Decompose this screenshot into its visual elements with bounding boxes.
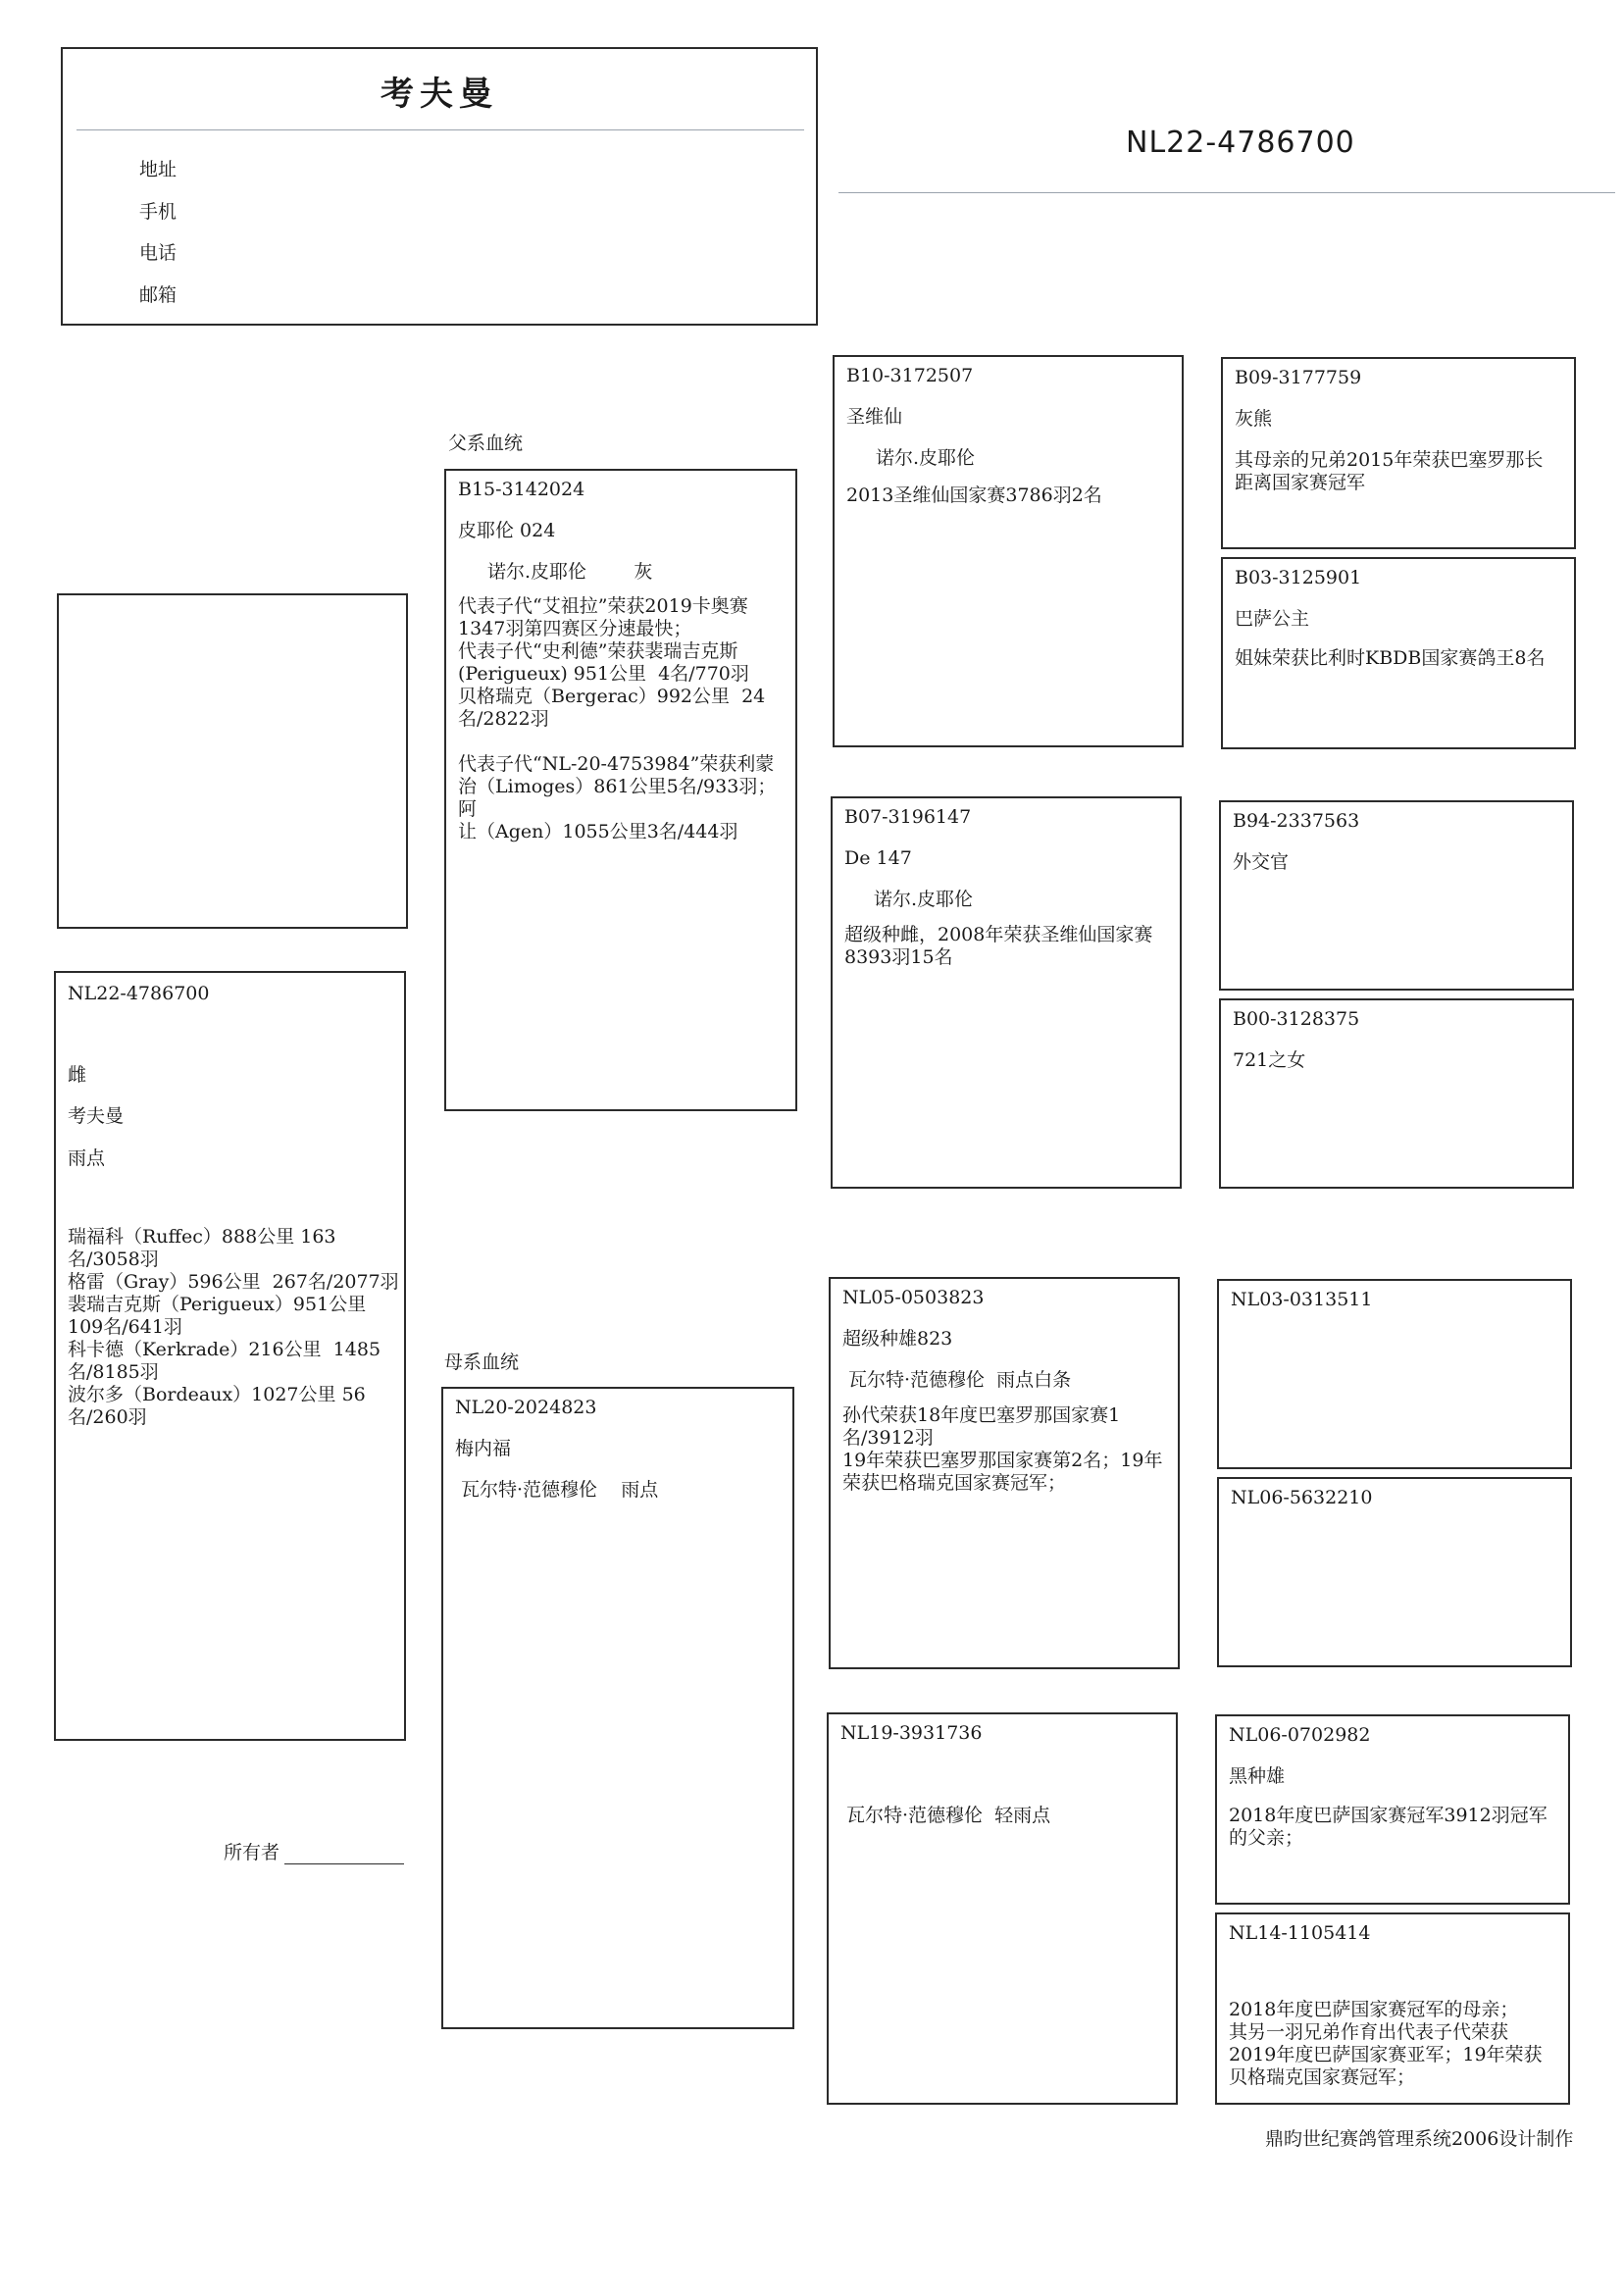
sire-ring: B15-3142024 — [458, 479, 585, 500]
granddam-dd-card — [827, 1712, 1178, 2105]
sire-section-label: 父系血统 — [448, 433, 524, 454]
photo-placeholder — [57, 593, 408, 929]
granddam-dd-breeder-color: 瓦尔特·范德穆伦 轻雨点 — [846, 1805, 1051, 1826]
email-label: 邮箱 — [139, 284, 178, 306]
grandsire-ss-breeder: 诺尔.皮耶伦 — [876, 447, 976, 469]
granddam-sd-name: De 147 — [844, 847, 912, 869]
gg-card-7 — [1215, 1714, 1570, 1905]
sire-name: 皮耶伦 024 — [458, 520, 556, 541]
gg-8-ring: NL14-1105414 — [1229, 1922, 1371, 1944]
granddam-dd-ring: NL19-3931736 — [840, 1722, 983, 1744]
granddam-sd-card — [831, 796, 1182, 1189]
subject-name: 考夫曼 — [68, 1105, 125, 1127]
gg-1-notes: 其母亲的兄弟2015年荣获巴塞罗那长 距离国家赛冠军 — [1235, 449, 1544, 493]
dam-name: 梅内福 — [455, 1438, 512, 1459]
subject-sex: 雌 — [68, 1064, 87, 1086]
gg-3-ring: B94-2337563 — [1233, 810, 1360, 832]
main-ring-number: NL22-4786700 — [1126, 126, 1355, 160]
address-label: 地址 — [139, 159, 178, 180]
grandsire-ds-card — [829, 1277, 1180, 1669]
grandsire-ss-notes: 2013圣维仙国家赛3786羽2名 — [846, 484, 1102, 506]
dam-card — [441, 1387, 794, 2029]
owner-label: 所有者 — [224, 1842, 280, 1863]
gg-card-6 — [1217, 1477, 1572, 1667]
subject-results: 瑞福科（Ruffec）888公里 163 名/3058羽 格雷（Gray）596公里 267名/2077羽 裴瑞吉克斯（Perigueux）951公里 109名/641羽 科卡德（Kerkrade）216公里 1485 名/8185羽 波尔多（Bordeaux）1027公里 56 名/260羽 — [68, 1226, 399, 1428]
sire-card — [444, 469, 797, 1111]
subject-color: 雨点 — [68, 1147, 106, 1169]
grandsire-ds-notes: 孙代荣获18年度巴塞罗那国家赛1 名/3912羽 19年荣获巴塞罗那国家赛第2名；19年 荣获巴格瑞克国家赛冠军； — [842, 1404, 1163, 1494]
gg-4-name: 721之女 — [1233, 1049, 1306, 1071]
gg-7-notes: 2018年度巴萨国家赛冠军3912羽冠军 的父亲； — [1229, 1805, 1548, 1849]
footer-credit: 鼎昀世纪赛鸽管理系统2006设计制作 — [1265, 2128, 1574, 2150]
gg-card-5 — [1217, 1279, 1572, 1469]
granddam-sd-breeder: 诺尔.皮耶伦 — [874, 889, 974, 910]
gg-card-3 — [1219, 800, 1574, 991]
dam-breeder-color: 瓦尔特·范德穆伦 雨点 — [461, 1479, 659, 1501]
gg-2-ring: B03-3125901 — [1235, 567, 1362, 588]
grandsire-ds-name: 超级种雄823 — [842, 1328, 953, 1350]
subject-ring: NL22-4786700 — [68, 983, 210, 1004]
gg-4-ring: B00-3128375 — [1233, 1008, 1360, 1030]
sire-breeder-color: 诺尔.皮耶伦 灰 — [487, 561, 653, 583]
gg-card-2 — [1221, 557, 1576, 749]
owner-signature-line — [284, 1863, 404, 1864]
gg-2-notes: 姐妹荣获比利时KBDB国家赛鸽王8名 — [1235, 647, 1546, 669]
gg-7-ring: NL06-0702982 — [1229, 1724, 1371, 1746]
gg-6-ring: NL06-5632210 — [1231, 1487, 1373, 1508]
granddam-sd-notes: 超级种雌，2008年荣获圣维仙国家赛 8393羽15名 — [844, 924, 1153, 968]
grandsire-ss-card — [833, 355, 1184, 747]
gg-7-name: 黑种雄 — [1229, 1765, 1286, 1787]
grandsire-ss-name: 圣维仙 — [846, 406, 903, 428]
dam-section-label: 母系血统 — [444, 1351, 520, 1373]
gg-card-4 — [1219, 998, 1574, 1189]
gg-2-name: 巴萨公主 — [1235, 608, 1310, 630]
ring-underline — [838, 192, 1615, 193]
gg-card-1 — [1221, 357, 1576, 549]
gg-1-name: 灰熊 — [1235, 408, 1273, 430]
subject-card — [54, 971, 406, 1741]
header-divider — [76, 129, 804, 130]
gg-card-8 — [1215, 1912, 1570, 2105]
grandsire-ss-ring: B10-3172507 — [846, 365, 974, 386]
gg-5-ring: NL03-0313511 — [1231, 1289, 1373, 1310]
loft-title: 考夫曼 — [381, 75, 498, 114]
mobile-label: 手机 — [139, 201, 178, 223]
gg-1-ring: B09-3177759 — [1235, 367, 1362, 388]
granddam-sd-ring: B07-3196147 — [844, 806, 972, 828]
phone-label: 电话 — [139, 242, 178, 264]
grandsire-ds-ring: NL05-0503823 — [842, 1287, 985, 1308]
gg-3-name: 外交官 — [1233, 851, 1290, 873]
grandsire-ds-breeder-color: 瓦尔特·范德穆伦 雨点白条 — [848, 1369, 1072, 1391]
dam-ring: NL20-2024823 — [455, 1397, 597, 1418]
sire-notes: 代表子代“艾祖拉”荣获2019卡奥赛 1347羽第四赛区分速最快； 代表子代“史利德”荣获裴瑞吉克斯 (Perigueux) 951公里 4名/770羽 贝格瑞克（Bergerac）992公里 24 名/2822羽 代表子代“NL-20-4753984”荣获利蒙 治（Limoges）861公里5名/933羽；阿 让（Agen）1055公里3名/444羽 — [458, 595, 777, 842]
gg-8-notes: 2018年度巴萨国家赛冠军的母亲； 其另一羽兄弟作育出代表子代荣获 2019年度巴萨国家赛亚军；19年荣获 贝格瑞克国家赛冠军； — [1229, 1999, 1543, 2088]
header-box — [61, 47, 818, 326]
